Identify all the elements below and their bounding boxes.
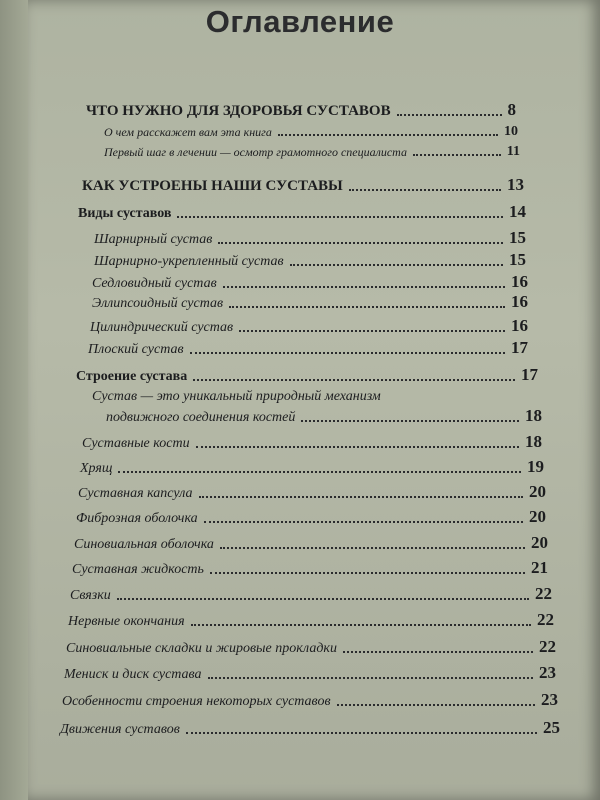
leader-dots <box>190 352 505 354</box>
toc-item <box>106 406 542 426</box>
toc-page-number: 13 <box>507 175 524 194</box>
toc-label: Синовиальные складки и жировые прокладки <box>66 641 337 656</box>
toc-page-number: 20 <box>529 482 546 501</box>
toc-item <box>66 637 556 657</box>
toc-chapter <box>86 100 516 120</box>
leader-dots <box>239 330 505 332</box>
toc-page-number: 8 <box>507 100 516 119</box>
toc-item <box>68 610 554 630</box>
toc-label: Нервные окончания <box>68 614 185 629</box>
toc-section <box>76 365 538 385</box>
toc-item <box>80 457 544 477</box>
toc-page-number: 17 <box>521 365 538 384</box>
leader-dots <box>223 286 505 288</box>
toc-label: Строение сустава <box>76 369 188 384</box>
toc-label: Седловидный сустав <box>92 276 217 291</box>
leader-dots <box>278 134 498 136</box>
toc-item <box>90 316 528 336</box>
leader-dots <box>290 264 503 266</box>
leader-dots <box>343 651 533 653</box>
toc-item <box>88 338 528 358</box>
toc-page-number: 16 <box>511 316 528 335</box>
toc-page-number: 23 <box>541 690 558 709</box>
leader-dots <box>220 547 525 549</box>
leader-dots <box>186 732 537 734</box>
leader-dots <box>218 242 503 244</box>
toc-label: Плоский сустав <box>88 342 184 357</box>
toc-label: Шарнирно-укрепленный сустав <box>94 254 284 269</box>
toc-item <box>70 584 552 604</box>
toc-label: Эллипсоидный сустав <box>92 296 224 311</box>
leader-dots <box>229 306 505 308</box>
toc-label: Суставная жидкость <box>72 562 204 577</box>
toc-page-number: 18 <box>525 406 542 425</box>
toc-item <box>92 272 528 292</box>
toc-page-number: 10 <box>504 124 518 139</box>
toc-page-number: 22 <box>539 637 556 656</box>
toc-section <box>78 202 526 222</box>
toc-item <box>94 228 526 248</box>
toc-item <box>94 250 526 270</box>
toc-item <box>78 482 546 502</box>
leader-dots <box>191 624 531 626</box>
toc-label: ЧТО НУЖНО ДЛЯ ЗДОРОВЬЯ СУСТАВОВ <box>86 103 391 119</box>
leader-dots <box>210 572 525 574</box>
toc-page-number: 25 <box>543 718 560 737</box>
toc-item <box>92 292 528 312</box>
toc-item <box>104 124 518 140</box>
toc-item <box>76 507 546 527</box>
toc-item <box>104 144 520 160</box>
toc-page-number: 22 <box>537 610 554 629</box>
toc-item <box>74 533 548 553</box>
toc-page-number: 22 <box>535 584 552 603</box>
toc-page-number: 15 <box>509 250 526 269</box>
toc-chapter <box>82 175 524 195</box>
toc-label: Цилиндрический сустав <box>90 320 234 335</box>
toc-label: Суставные кости <box>82 436 190 451</box>
leader-dots <box>199 496 523 498</box>
toc-label: Связки <box>70 588 111 603</box>
toc-label: Синовиальная оболочка <box>74 537 214 552</box>
leader-dots <box>337 704 535 706</box>
toc-item <box>82 432 542 452</box>
toc-page-number: 20 <box>531 533 548 552</box>
toc-item <box>64 663 556 683</box>
leader-dots <box>196 446 519 448</box>
toc-label: Движения суставов <box>60 722 180 737</box>
leader-dots <box>301 420 519 422</box>
toc-page-number: 21 <box>531 558 548 577</box>
toc-page-number: 19 <box>527 457 544 476</box>
toc-page-number: 16 <box>511 272 528 291</box>
toc-item <box>62 690 558 710</box>
toc-page-number: 15 <box>509 228 526 247</box>
leader-dots <box>397 114 502 116</box>
leader-dots <box>177 216 503 218</box>
leader-dots <box>204 521 523 523</box>
toc-page-number: 23 <box>539 663 556 682</box>
toc-page-number: 18 <box>525 432 542 451</box>
toc-page-number: 16 <box>511 292 528 311</box>
toc-label: Шарнирный сустав <box>94 232 213 247</box>
leader-dots <box>193 379 515 381</box>
toc-label: Первый шаг в лечении — осмотр грамотного специалиста <box>104 145 407 159</box>
leader-dots <box>413 154 501 156</box>
leader-dots <box>208 677 533 679</box>
toc-label: Мениск и диск сустава <box>64 667 202 682</box>
toc-item-first-line: Сустав — это уникальный природный механизм <box>92 389 381 404</box>
toc-label: О чем расскажет вам эта книга <box>104 125 272 139</box>
leader-dots <box>118 471 521 473</box>
toc-label: КАК УСТРОЕНЫ НАШИ СУСТАВЫ <box>82 178 343 194</box>
toc-page-number: 20 <box>529 507 546 526</box>
toc-label: Суставная капсула <box>78 486 193 501</box>
toc-item <box>60 718 560 738</box>
leader-dots <box>349 189 501 191</box>
toc-label: подвижного соединения костей <box>106 410 296 425</box>
toc-page-number: 14 <box>509 202 526 221</box>
toc-page-number: 11 <box>506 144 520 159</box>
toc-label: Особенности строения некоторых суставов <box>62 694 331 709</box>
toc-label: Виды суставов <box>78 206 172 221</box>
toc-page-number: 17 <box>511 338 528 357</box>
page-title: Оглавление <box>205 4 395 39</box>
toc-item <box>72 558 548 578</box>
toc-label: Фиброзная оболочка <box>76 511 198 526</box>
toc-label: Хрящ <box>80 461 113 476</box>
leader-dots <box>117 598 529 600</box>
